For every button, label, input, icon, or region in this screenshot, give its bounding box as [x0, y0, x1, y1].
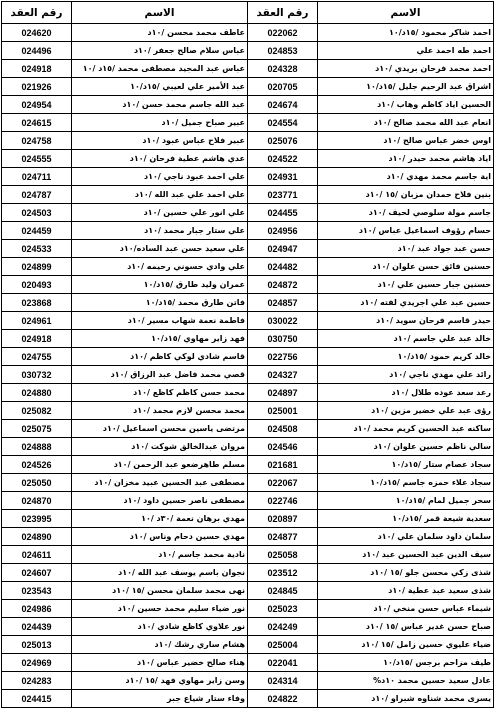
left-contract-number: 024787: [2, 186, 72, 204]
right-contract-number: 024508: [247, 420, 317, 438]
left-name: هناء صالح خضير عباس /١٠د: [71, 654, 247, 672]
right-contract-number: 024853: [247, 42, 317, 60]
left-name: مهدي برهان نعمة /٣٠د /١٠: [71, 510, 247, 528]
right-name: احمد محمد فرحان بريدي /١٠د: [317, 60, 493, 78]
table-row: [2, 24, 494, 42]
table-row: [2, 654, 494, 672]
right-name: اية جاسم محمد مهدي /١٠د: [317, 168, 493, 186]
left-contract-number: 024415: [2, 690, 72, 708]
table-row: [2, 438, 494, 456]
table-row: [2, 474, 494, 492]
left-contract-number: 024954: [2, 96, 72, 114]
left-contract-number: 024496: [2, 42, 72, 60]
right-contract-number: 025004: [247, 636, 317, 654]
left-name: نور علاوي كاظع شادي /١٠د: [71, 618, 247, 636]
right-name: احمد شاكر محمود /١٥د/١٠: [317, 24, 493, 42]
right-name: سعدية شيعة قمر /١٥د/١٠: [317, 510, 493, 528]
left-name: وسن زاير مهاوي فهد /١٥ /١٠د: [71, 672, 247, 690]
right-contract-number: 024328: [247, 60, 317, 78]
left-contract-number: 024918: [2, 60, 72, 78]
right-contract-number: 024455: [247, 204, 317, 222]
right-contract-number: 025076: [247, 132, 317, 150]
left-name: فاتن طارق محمد /١٥د/١٠: [71, 294, 247, 312]
left-name: قصي محمد فاضل عبد الرزاق /١٠د: [71, 366, 247, 384]
right-name: احمد طه احمد علي: [317, 42, 493, 60]
left-name: مرتضى ياسين محسن اسماعيل /١٠د: [71, 420, 247, 438]
left-contract-number: 024607: [2, 564, 72, 582]
table-row: [2, 528, 494, 546]
left-name: علي وادي حسوني رحيمه /١٠د: [71, 258, 247, 276]
right-contract-number: 025058: [247, 546, 317, 564]
right-name: حسن عبد جواد عبد /١٠د: [317, 240, 493, 258]
left-contract-number: 021926: [2, 78, 72, 96]
left-name: نادية محمد جاسم /١٠د: [71, 546, 247, 564]
table-row: [2, 492, 494, 510]
left-name: هشام ساري رشك /١٠د: [71, 636, 247, 654]
right-contract-number: 022062: [247, 24, 317, 42]
table-row: [2, 258, 494, 276]
right-contract-number: 022067: [247, 474, 317, 492]
right-name: اياد هاشم محمد حيدر /١٠د: [317, 150, 493, 168]
right-contract-number: 024674: [247, 96, 317, 114]
right-name: صباح حسن غدير عباس /١٥ /١٠د: [317, 618, 493, 636]
left-name: وفاء ستار شياع جبر: [71, 690, 247, 708]
left-name: محمد حسن كاظم كاظع /١٠د: [71, 384, 247, 402]
right-code-header: رقم العقد: [247, 2, 317, 24]
right-contract-number: 024931: [247, 168, 317, 186]
table-row: [2, 168, 494, 186]
table-row: [2, 330, 494, 348]
right-contract-number: 024877: [247, 528, 317, 546]
right-name-header: الاسم: [317, 2, 493, 24]
right-contract-number: 022756: [247, 348, 317, 366]
contracts-table: [1, 1, 494, 708]
left-contract-number: 024899: [2, 258, 72, 276]
left-contract-number: 024615: [2, 114, 72, 132]
right-contract-number: 024872: [247, 276, 317, 294]
left-contract-number: 024870: [2, 492, 72, 510]
right-contract-number: 030022: [247, 312, 317, 330]
left-name: علي احمد عبود ناجي /١٠د: [71, 168, 247, 186]
left-name: مهدي حسين دحام وناس /١٠د: [71, 528, 247, 546]
right-name: سحر جميل لمام /١٥د/١٠: [317, 492, 493, 510]
left-name: عبد الأمير علي لعيبي /١٥د/١٠: [71, 78, 247, 96]
left-name: عباس سلام صالح جعفر /١٠د: [71, 42, 247, 60]
left-contract-number: 024969: [2, 654, 72, 672]
left-name-header: الاسم: [71, 2, 247, 24]
right-name: شيماء عباس حسن منخي /١٠د: [317, 600, 493, 618]
right-name: حسنين جبار حسين علي /١٠د: [317, 276, 493, 294]
right-contract-number: 024482: [247, 258, 317, 276]
left-name: مروان عبدالخالق شوكت /١٠د: [71, 438, 247, 456]
right-contract-number: 023512: [247, 564, 317, 582]
left-contract-number: 024758: [2, 132, 72, 150]
table-row: [2, 348, 494, 366]
table-row: [2, 618, 494, 636]
left-contract-number: 023543: [2, 582, 72, 600]
right-contract-number: 024947: [247, 240, 317, 258]
right-contract-number: 023771: [247, 186, 317, 204]
right-name: خالد عبد علي جاسم /١٠د: [317, 330, 493, 348]
right-contract-number: 024314: [247, 672, 317, 690]
right-name: سيف الدين عبد الحسين عبد /١٠د: [317, 546, 493, 564]
left-contract-number: 024503: [2, 204, 72, 222]
right-contract-number: 024857: [247, 294, 317, 312]
left-contract-number: 024711: [2, 168, 72, 186]
table-header-row: [2, 2, 494, 24]
right-name: انعام عبد الله محمد صالح /١٠د: [317, 114, 493, 132]
left-contract-number: 024918: [2, 330, 72, 348]
right-name: سلمان داود سلمان علي /١٠د: [317, 528, 493, 546]
left-name: عدي هاشم عطية فرحان /١٠د: [71, 150, 247, 168]
right-contract-number: 024822: [247, 690, 317, 708]
table-row: [2, 78, 494, 96]
right-name: حسام رؤوف اسماعيل عباس /١٠د: [317, 222, 493, 240]
table-row: [2, 510, 494, 528]
right-contract-number: 024897: [247, 384, 317, 402]
left-name: عبد الله جاسم محمد حسن /١٠د: [71, 96, 247, 114]
table-row: [2, 636, 494, 654]
table-row: [2, 672, 494, 690]
right-contract-number: 021681: [247, 456, 317, 474]
left-contract-number: 024283: [2, 672, 72, 690]
right-name: عادل سعيد حسين محمد ١٠د%: [317, 672, 493, 690]
left-contract-number: 024459: [2, 222, 72, 240]
left-contract-number: 030732: [2, 366, 72, 384]
table-row: [2, 600, 494, 618]
right-name: حسنين فائق حسن علوان /١٠د: [317, 258, 493, 276]
table-row: [2, 384, 494, 402]
table-body: [2, 24, 494, 708]
right-contract-number: 030750: [247, 330, 317, 348]
left-contract-number: 024533: [2, 240, 72, 258]
left-contract-number: 023868: [2, 294, 72, 312]
left-contract-number: 024961: [2, 312, 72, 330]
table-row: [2, 150, 494, 168]
right-name: الحسين اياد كاظم وهاب /١٠د: [317, 96, 493, 114]
right-name: ساكنه عبد الحسين كريم محمد /١٠د: [317, 420, 493, 438]
left-contract-number: 025013: [2, 636, 72, 654]
right-name: اوس خضر عباس صالح /١٠د: [317, 132, 493, 150]
left-name: فاطمة نعمة شهاب مسير /١٠د: [71, 312, 247, 330]
right-contract-number: 024845: [247, 582, 317, 600]
left-name: علي ستار جبار محمد /١٠د: [71, 222, 247, 240]
right-name: رائد علي مهدي ناجي /١٠د: [317, 366, 493, 384]
left-contract-number: 024986: [2, 600, 72, 618]
left-name: مصطفى ناصر حسين داود /١٠د: [71, 492, 247, 510]
right-contract-number: 024554: [247, 114, 317, 132]
right-contract-number: 022041: [247, 654, 317, 672]
right-contract-number: 020705: [247, 78, 317, 96]
right-name: اشراق عبد الرحيم جليل /١٥د/١٠: [317, 78, 493, 96]
right-name: حيدر قاسم فرحان سويد /١٠د: [317, 312, 493, 330]
table-row: [2, 546, 494, 564]
left-name: مصطفى عبد الحسين عبيد مخزان /١٠د: [71, 474, 247, 492]
left-contract-number: 020493: [2, 276, 72, 294]
right-name: سجاد علاء حمزه جاسم /١٥د/١٠: [317, 474, 493, 492]
table-row: [2, 96, 494, 114]
table-row: [2, 402, 494, 420]
table-row: [2, 276, 494, 294]
right-contract-number: 024249: [247, 618, 317, 636]
table-row: [2, 456, 494, 474]
left-name: نور ضياء سليم محمد حسين /١٠د: [71, 600, 247, 618]
left-contract-number: 024555: [2, 150, 72, 168]
table-row: [2, 582, 494, 600]
right-contract-number: 020897: [247, 510, 317, 528]
right-contract-number: 022746: [247, 492, 317, 510]
left-name: عباس عبد المجيد مصطفى محمد /١٥د /١٠: [71, 60, 247, 78]
right-name: سالي ناظم حسين علوان /١٠د: [317, 438, 493, 456]
left-name: عبير فلاح عباس عبود /١٠د: [71, 132, 247, 150]
table-row: [2, 690, 494, 708]
left-contract-number: 024890: [2, 528, 72, 546]
table-row: [2, 186, 494, 204]
right-contract-number: 025023: [247, 600, 317, 618]
left-name: قاسم شادي لوكي كاظم /١٠د: [71, 348, 247, 366]
left-name: نهى محمد سلمان محسن /١٥ /١٠د: [71, 582, 247, 600]
table-row: [2, 204, 494, 222]
left-contract-number: 024755: [2, 348, 72, 366]
right-name: يسرى محمد شناوه شبراو /١٠د: [317, 690, 493, 708]
left-name: عبير صباح جميل /١٠د: [71, 114, 247, 132]
table-row: [2, 222, 494, 240]
table-row: [2, 42, 494, 60]
right-contract-number: 024327: [247, 366, 317, 384]
right-name: رؤى عبد علي خضير مزين /١٠د: [317, 402, 493, 420]
left-name: فهد زاير مهاوي /١٥د/١٠: [71, 330, 247, 348]
left-name: نجوان باسم يوسف عبد الله /١٠د: [71, 564, 247, 582]
left-contract-number: 025075: [2, 420, 72, 438]
left-name: علي احمد علي عبد الله /١٠د: [71, 186, 247, 204]
left-name: مسلم طاهرضعو عبد الرحمن /١٠د: [71, 456, 247, 474]
left-contract-number: 024880: [2, 384, 72, 402]
right-name: خالد كريم حمود /١٥د/١٠: [317, 348, 493, 366]
left-name: علي سعيد حسن عبد الساده/١٠د: [71, 240, 247, 258]
left-name: عمران وليد طارق /١٥د/١٠: [71, 276, 247, 294]
right-name: طيف مزاحم برجس /١٥د/١٠: [317, 654, 493, 672]
left-code-header: رقم العقد: [2, 2, 72, 24]
table-row: [2, 60, 494, 78]
right-name: بنين فلاح حمدان مزبان /١٥ /١٠د: [317, 186, 493, 204]
right-contract-number: 025001: [247, 402, 317, 420]
left-contract-number: 024526: [2, 456, 72, 474]
right-name: ضياء عليوي حسين زامل /١٥ /١٠د: [317, 636, 493, 654]
left-contract-number: 024611: [2, 546, 72, 564]
left-contract-number: 024620: [2, 24, 72, 42]
right-name: شذى سعيد عبد عطية /١٠د: [317, 582, 493, 600]
table-row: [2, 564, 494, 582]
right-name: رعد سعد عوده طلال /١٠د: [317, 384, 493, 402]
table-row: [2, 420, 494, 438]
left-name: عاطف محمد محسن /١٠د: [71, 24, 247, 42]
left-contract-number: 025082: [2, 402, 72, 420]
table-row: [2, 132, 494, 150]
right-contract-number: 024956: [247, 222, 317, 240]
left-name: علي انور علي حسين /١٠د: [71, 204, 247, 222]
right-contract-number: 024546: [247, 438, 317, 456]
right-name: حسين عبد علي اجريدي لفته /١٠د: [317, 294, 493, 312]
left-contract-number: 023995: [2, 510, 72, 528]
table-row: [2, 240, 494, 258]
right-name: جاسم مولة سلوصي لحيف /١٠د: [317, 204, 493, 222]
table-row: [2, 294, 494, 312]
left-contract-number: 024439: [2, 618, 72, 636]
left-contract-number: 025050: [2, 474, 72, 492]
left-name: محمد محسن لازم محمد /١٠د: [71, 402, 247, 420]
left-contract-number: 024888: [2, 438, 72, 456]
right-name: شذى زكي محسن جلو /١٥ /١٠د: [317, 564, 493, 582]
right-name: سجاد عصام ستار /١٥د/١٠: [317, 456, 493, 474]
table-row: [2, 312, 494, 330]
table-row: [2, 114, 494, 132]
right-contract-number: 024522: [247, 150, 317, 168]
table-row: [2, 366, 494, 384]
